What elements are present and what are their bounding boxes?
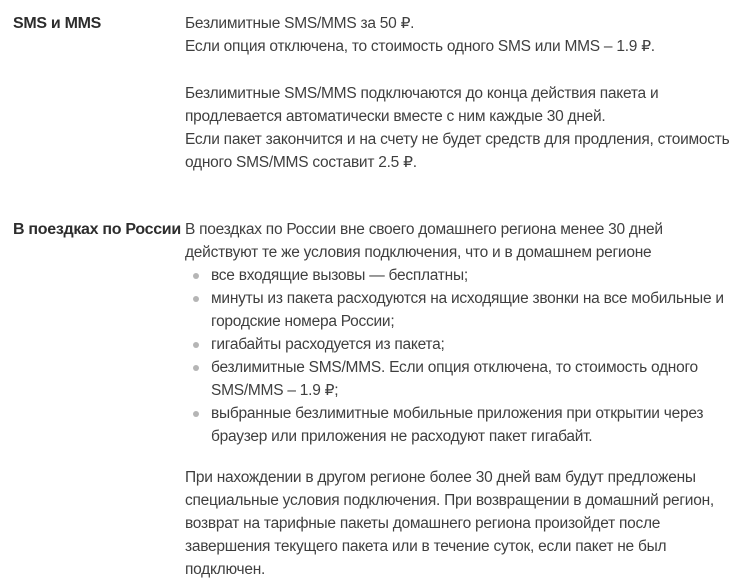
- bullet-icon: [193, 342, 199, 348]
- list-item-text: гигабайты расходуется из пакета;: [211, 336, 445, 353]
- section-sms-mms-content: [185, 12, 735, 174]
- section-travel-russia: [13, 218, 735, 581]
- paragraph-other-region: При нахождении в другом регионе более 30 дней вам будут предложены специальные условия подключения. При возвращении в домашний регион, возврат на тарифные пакеты домашнего региона произойдет после завершения текущего пакета или в течение суток, если пакет не был подключен.: [185, 469, 714, 578]
- section-travel-russia-content: [185, 218, 735, 581]
- text-line: Безлимитные SMS/MMS подключаются до конца действия пакета и продлевается автоматически вместе с ним каждые 30 дней.: [185, 85, 659, 125]
- list-item-text: безлимитные SMS/MMS. Если опция отключена, то стоимость одного SMS/MMS – 1.9 ₽;: [211, 359, 698, 399]
- list-item: [185, 402, 735, 448]
- bullet-icon: [193, 365, 199, 371]
- paragraph-travel-intro: В поездках по России вне своего домашнего региона менее 30 дней действуют те же условия подключения, что и в домашнем регионе: [185, 221, 663, 261]
- bullet-icon: [193, 273, 199, 279]
- list-item: [185, 264, 735, 287]
- list-item: [185, 287, 735, 333]
- section-label-sms-mms: SMS и MMS: [13, 15, 102, 32]
- travel-conditions-list: [185, 264, 735, 448]
- bullet-icon: [193, 411, 199, 417]
- text-line: Если опция отключена, то стоимость одного SMS или MMS – 1.9 ₽.: [185, 38, 655, 55]
- paragraph-sms-renewal: [185, 82, 735, 174]
- bullet-icon: [193, 296, 199, 302]
- list-item: [185, 333, 735, 356]
- section-sms-mms: [13, 12, 735, 174]
- list-item-text: минуты из пакета расходуются на исходящие звонки на все мобильные и городские номера России;: [211, 290, 724, 330]
- list-item-text: выбранные безлимитные мобильные приложения при открытии через браузер или приложения не расходуют пакет гигабайт.: [211, 405, 704, 445]
- section-label-travel-russia: В поездках по России: [13, 221, 181, 238]
- paragraph-sms-price: [185, 12, 735, 58]
- text-line: Если пакет закончится и на счету не будет средств для продления, стоимость одного SMS/MMS составит 2.5 ₽.: [185, 131, 730, 171]
- text-line: Безлимитные SMS/MMS за 50 ₽.: [185, 15, 415, 32]
- list-item-text: все входящие вызовы — бесплатны;: [211, 267, 468, 284]
- list-item: [185, 356, 735, 402]
